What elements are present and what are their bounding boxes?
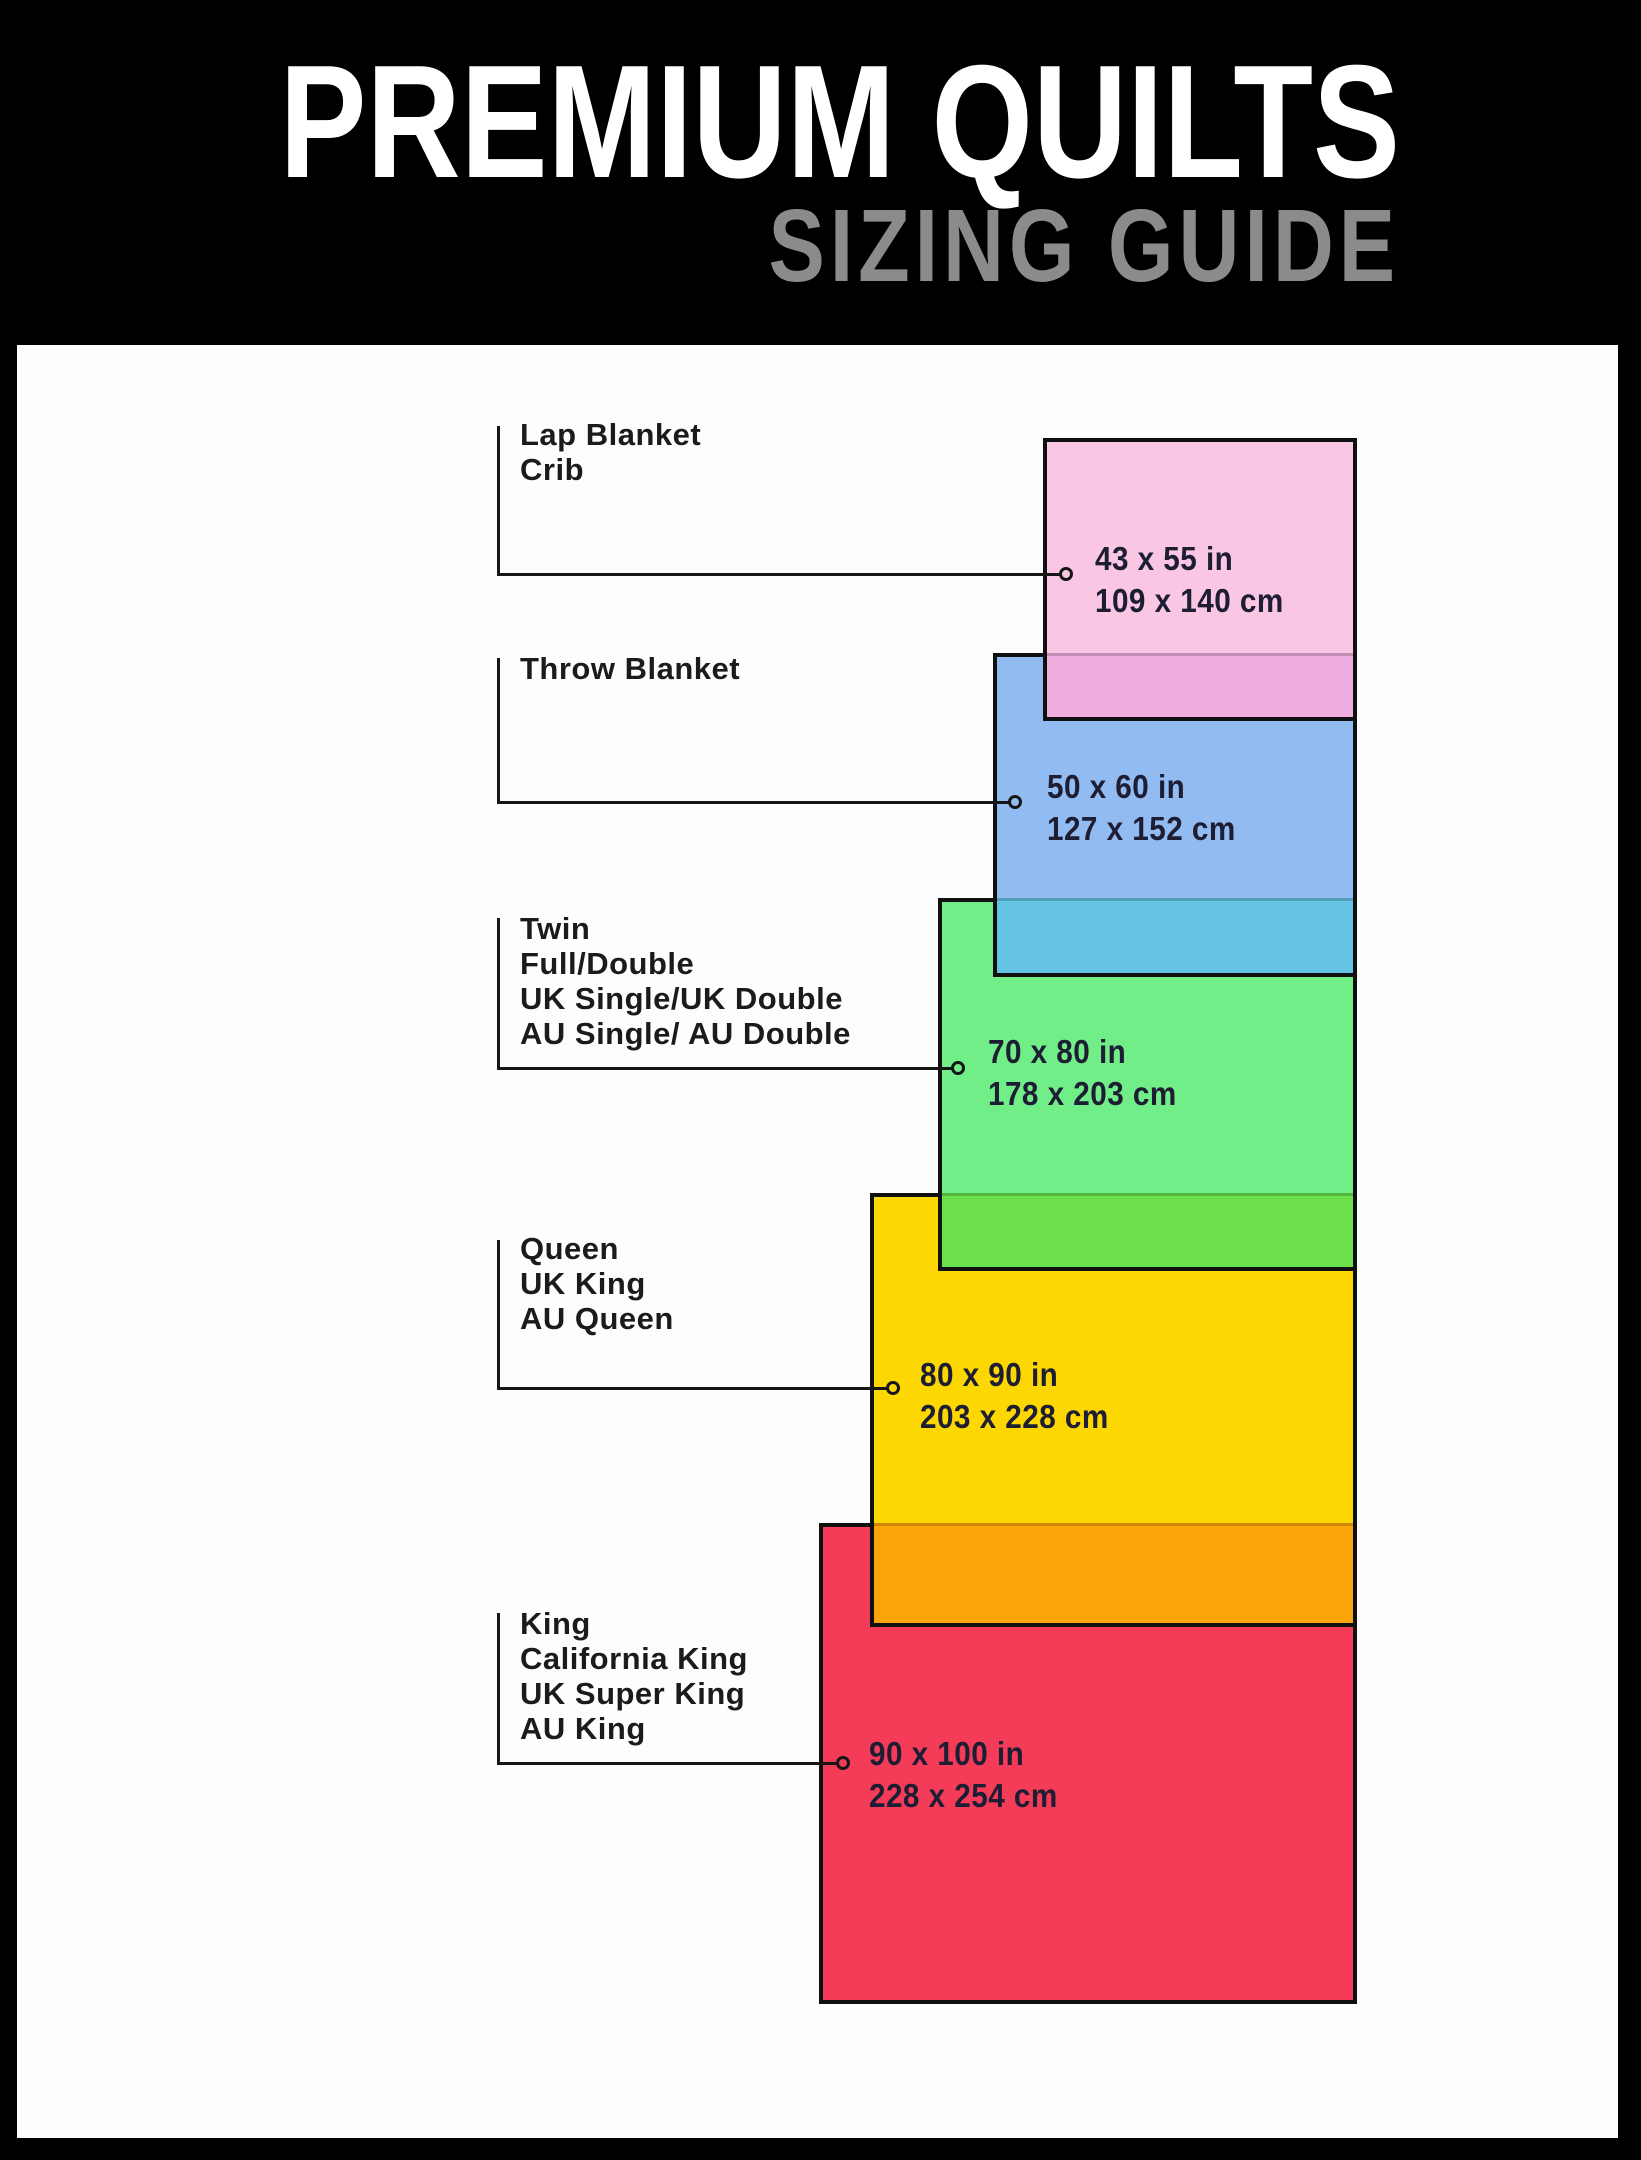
connector-marker-queen [886,1381,900,1395]
overlap-twin-over-queen [942,1193,1353,1267]
page-title: PREMIUM QUILTS [279,32,1401,212]
dimension-inches: 80 x 90 in [920,1356,1059,1393]
dimension-inches: 43 x 55 in [1095,540,1234,577]
label-line: Crib [520,452,584,487]
label-line: AU King [520,1711,646,1746]
label-line: UK Single/UK Double [520,981,843,1016]
overlap-edge-shade [874,1523,1353,1526]
dimensions-twin [988,1031,1177,1115]
connector-stem-twin [497,918,500,1070]
connector-line-lap [497,573,1060,576]
label-line: King [520,1606,591,1641]
page-subtitle: SIZING GUIDE [768,188,1400,303]
label-line: AU Queen [520,1301,674,1336]
connector-line-queen [497,1387,887,1390]
label-line: UK Super King [520,1676,746,1711]
label-line: Full/Double [520,946,695,981]
label-line: Lap Blanket [520,417,702,452]
dimensions-queen [920,1354,1109,1438]
label-lap-blanket [520,417,701,487]
connector-marker-lap [1059,567,1073,581]
connector-marker-throw [1008,795,1022,809]
dimensions-throw-blanket [1047,766,1236,850]
connector-stem-king [497,1613,500,1765]
connector-stem-throw [497,658,500,804]
label-line: California King [520,1641,748,1676]
label-line: UK King [520,1266,646,1301]
connector-marker-king [836,1756,850,1770]
label-line: Throw Blanket [520,651,741,686]
dimensions-lap-blanket [1095,538,1284,622]
label-line: Queen [520,1231,619,1266]
dimension-cm: 109 x 140 cm [1095,582,1284,619]
overlap-edge-shade [997,898,1353,901]
connector-stem-queen [497,1240,500,1390]
dimension-cm: 228 x 254 cm [869,1777,1058,1814]
label-twin [520,911,851,1051]
content-panel [17,345,1618,2138]
dimension-inches: 50 x 60 in [1047,768,1186,805]
connector-line-king [497,1762,837,1765]
connector-line-twin [497,1067,952,1070]
label-king [520,1606,748,1746]
connector-marker-twin [951,1061,965,1075]
overlap-lap-over-throw [1047,653,1353,717]
dimension-cm: 127 x 152 cm [1047,810,1236,847]
overlap-throw-over-twin [997,898,1353,973]
label-line: AU Single/ AU Double [520,1016,851,1051]
overlap-queen-over-king [874,1523,1353,1623]
label-line: Twin [520,911,591,946]
overlap-edge-shade [1047,653,1353,656]
dimension-cm: 178 x 203 cm [988,1075,1177,1112]
label-throw-blanket [520,651,740,686]
dimension-inches: 70 x 80 in [988,1033,1127,1070]
connector-stem-lap [497,426,500,576]
label-queen [520,1231,674,1336]
dimensions-king [869,1733,1058,1817]
connector-line-throw [497,801,1009,804]
dimension-cm: 203 x 228 cm [920,1398,1109,1435]
overlap-edge-shade [942,1193,1353,1196]
dimension-inches: 90 x 100 in [869,1735,1025,1772]
